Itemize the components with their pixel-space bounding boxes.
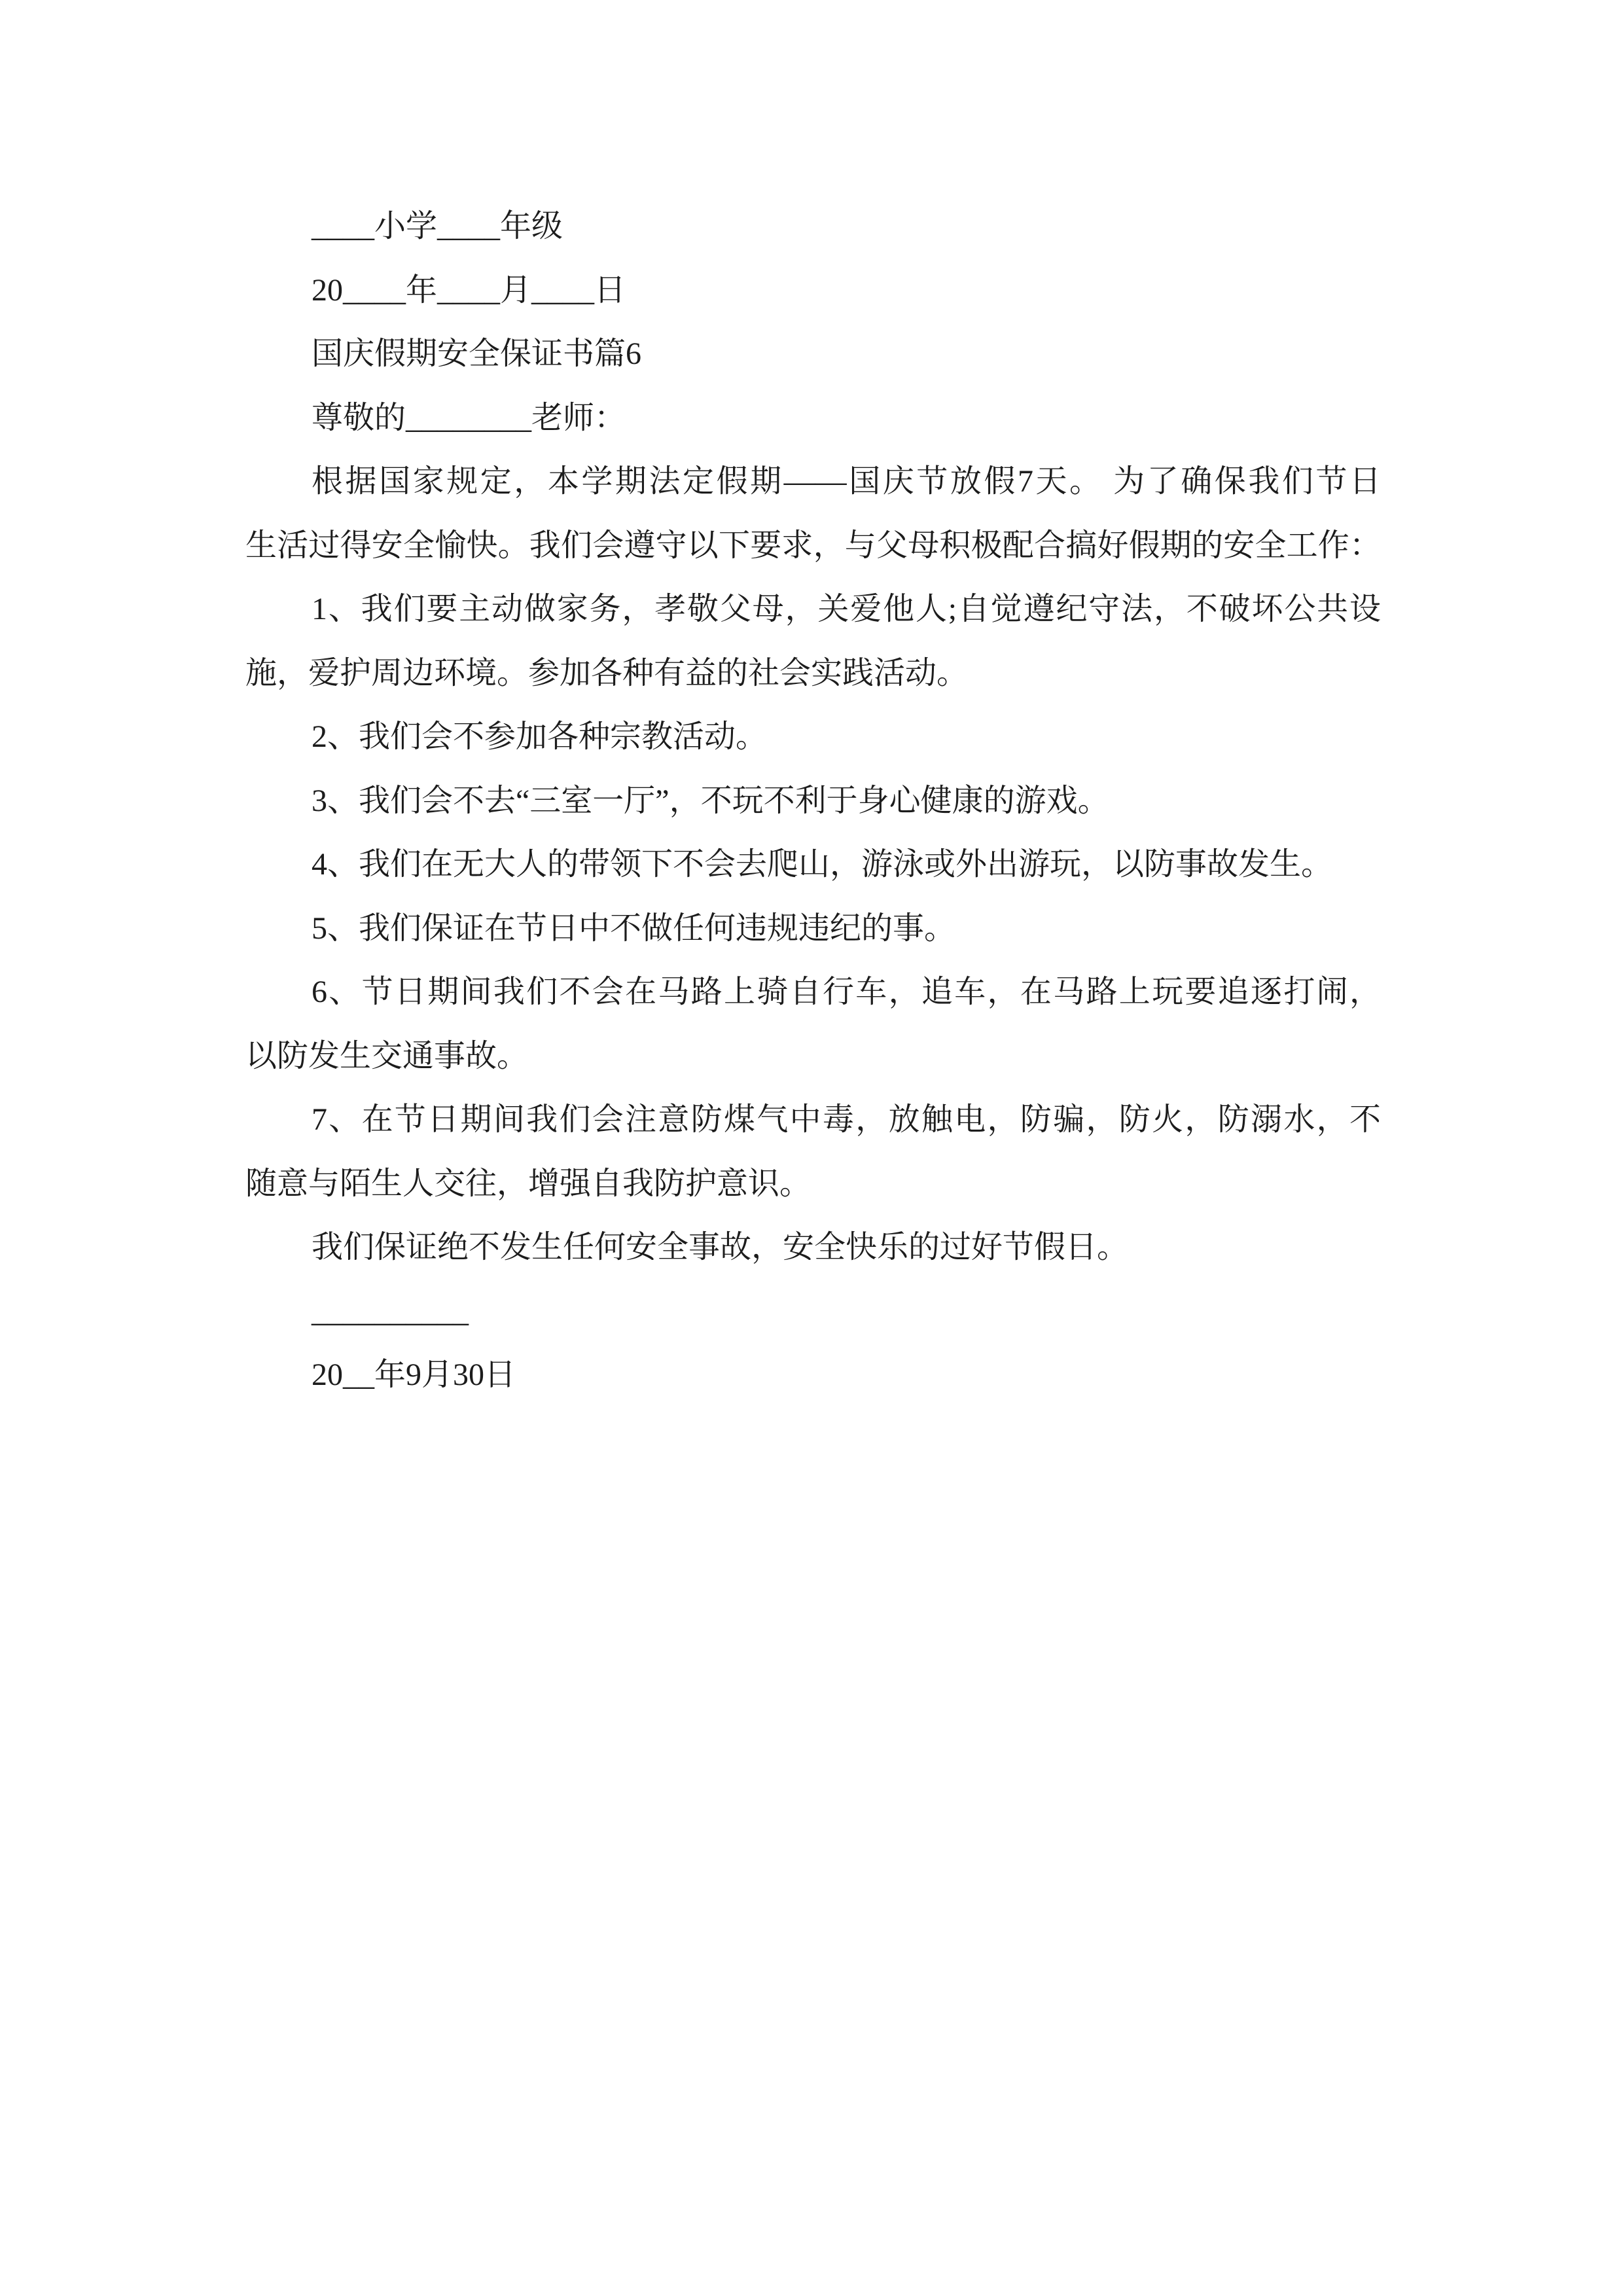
item-7 [245,1088,1381,1215]
item-2 [245,705,1381,769]
salutation: 尊敬的________老师： [312,400,626,435]
item-1 [245,577,1381,705]
document-body [245,194,1381,1407]
item-line: 2、我们会不参加各种宗教活动。 [312,719,768,754]
closing-statement: 我们保证绝不发生任何安全事故，安全快乐的过好节假日。 [312,1230,1129,1265]
item-3 [245,769,1381,833]
intro-line: 根据国家规定，本学期法定假期——国庆节放假7天。 为了确保我们节日 [312,464,1381,499]
item-line: 施，爱护周边环境。参加各种有益的社会实践活动。 [245,655,969,691]
school-grade-line: ____小学____年级 [312,209,563,243]
signature-blank: __________ [312,1293,469,1329]
item-line: 7、在节日期间我们会注意防煤气中毒，放触电，防骗，防火，防溺水，不 [312,1102,1381,1137]
intro-line: 生活过得安全愉快。我们会遵守以下要求，与父母积极配合搞好假期的安全工作： [245,528,1381,563]
item-line: 3、我们会不去“三室一厅”，不玩不利于身心健康的游戏。 [312,783,1109,818]
item-line: 6、节日期间我们不会在马路上骑自行车，追车，在马路上玩要追逐打闹， [312,975,1381,1009]
item-5 [245,897,1381,961]
date-line: 20____年____月____日 [312,272,626,308]
signed-date: 20__年9月30日 [312,1357,516,1392]
document-title: 国庆假期安全保证书篇6 [312,336,642,371]
item-line: 以防发生交通事故。 [245,1038,529,1073]
item-4 [245,833,1381,897]
item-line: 4、我们在无大人的带领下不会去爬山，游泳或外出游玩，以防事故发生。 [312,847,1333,882]
item-6 [245,960,1381,1088]
item-line: 随意与陌生人交往，增强自我防护意识。 [245,1166,812,1201]
intro-paragraph [245,450,1381,577]
item-line: 1、我们要主动做家务，孝敬父母，关爱他人;自觉遵纪守法，不破坏公共设 [312,592,1381,626]
item-line: 5、我们保证在节日中不做任何违规违纪的事。 [312,910,956,946]
